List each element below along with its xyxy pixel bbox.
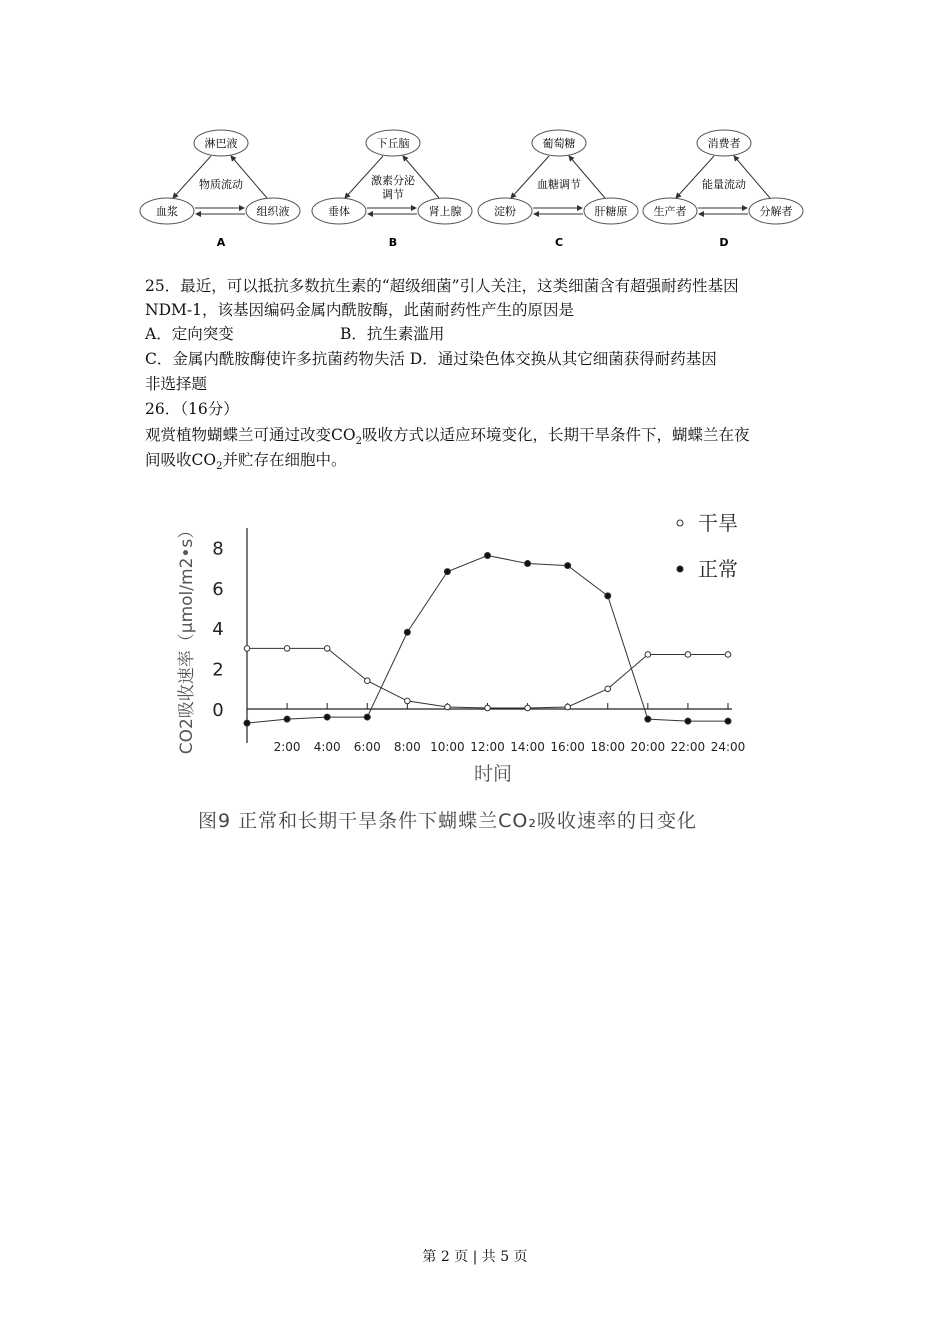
data-point [364,678,370,684]
x-tick-label: 14:00 [510,740,545,754]
x-tick-label: 4:00 [313,740,341,754]
data-point [444,569,450,575]
diagram-center-label: 激素分泌 [371,174,415,187]
data-point [725,652,731,658]
diagram-letter: C [554,236,564,249]
series-line-drought [247,648,728,708]
y-tick-label: 2 [212,659,224,681]
data-point [324,646,330,652]
section-heading: 非选择题 [145,375,208,393]
data-point [685,652,691,658]
four-cycle-diagrams [135,120,815,260]
data-point [244,720,250,726]
y-tick-label: 8 [212,538,224,560]
x-tick-label: 16:00 [550,740,585,754]
x-tick-label: 10:00 [430,740,465,754]
diagram-letter: B [388,236,398,249]
data-point [605,593,611,599]
node-top-label: 淋巴液 [204,137,238,150]
node-left-label: 淀粉 [494,205,516,218]
data-point [685,718,691,724]
q26-heading: 26．（16分） [145,400,239,418]
node-right-label: 肝糖原 [594,205,628,218]
q25-option-b: B．抗生素滥用 [340,325,445,343]
diagram-C [478,130,638,249]
co2-absorption-chart [170,478,770,828]
q25-option-a: A．定向突变 [145,325,234,343]
q25-option-cd: C．金属内酰胺酶使许多抗菌药物失活 D．通过染色体交换从其它细菌获得耐药基因 [145,350,717,368]
series-line-normal [247,555,728,723]
x-tick-label: 22:00 [670,740,706,754]
page-footer: 第 2 页 | 共 5 页 [422,1249,528,1265]
node-left-label: 血浆 [156,205,178,218]
data-point [565,563,571,569]
x-tick-label: 2:00 [273,740,301,754]
data-point [725,718,731,724]
data-point [605,686,611,692]
data-point [485,705,491,711]
diagram-letter: D [719,236,729,249]
node-right-label: 组织液 [256,205,290,218]
diagram-B [312,130,472,249]
data-point [284,716,290,722]
legend-label: 正常 [698,557,738,581]
data-point [244,646,250,652]
q26-line2: 间吸收$CO_2$并贮存在细胞中。 [145,451,347,473]
q25-line1: 25．最近，可以抵抗多数抗生素的“超级细菌”引人关注，这类细菌含有超强耐药性基因 [145,277,739,295]
x-tick-label: 20:00 [630,740,666,754]
data-point [525,705,531,711]
legend-label: 干旱 [698,511,738,535]
y-axis-label: CO2吸收速率（μmol/m2•s） [177,521,197,755]
data-point [404,629,410,635]
node-right-label: 肾上腺 [428,205,462,218]
diagram-A [140,130,300,249]
legend-marker [677,520,683,526]
q26-line1: 观赏植物蝴蝶兰可通过改变$CO_2$吸收方式以适应环境变化，长期干旱条件下，蝴蝶兰在夜 [145,426,750,448]
legend-marker [677,566,683,572]
diagram-center-label: 物质流动 [199,178,243,191]
diagram-center-label: 血糖调节 [537,178,581,191]
node-right-label: 分解者 [759,205,793,218]
figure-caption: 图9 正常和长期干旱条件下蝴蝶兰CO₂吸收速率的日变化 [198,810,697,832]
node-left-label: 生产者 [653,205,687,218]
y-tick-label: 0 [212,700,224,721]
x-tick-label: 8:00 [393,740,421,754]
data-point [324,714,330,720]
data-point [525,561,531,567]
data-point [645,716,651,722]
data-point [284,646,290,652]
diagram-center-label-2: 调节 [382,188,404,201]
data-point [485,552,491,558]
node-top-label: 葡萄糖 [542,137,576,150]
x-tick-label: 12:00 [470,740,505,754]
data-point [445,704,451,710]
node-top-label: 消费者 [707,137,741,150]
x-tick-label: 6:00 [353,740,381,754]
y-tick-label: 4 [212,619,224,641]
data-point [565,704,571,710]
x-tick-label: 18:00 [590,740,626,754]
x-tick-label: 24:00 [710,740,746,754]
node-top-label: 下丘脑 [376,137,410,150]
diagram-D [643,130,803,249]
data-point [364,714,370,720]
y-tick-label: 6 [212,578,224,600]
node-left-label: 垂体 [328,205,350,218]
data-point [405,698,411,704]
diagram-center-label: 能量流动 [702,178,746,191]
x-axis-label: 时间 [473,763,513,785]
diagram-letter: A [216,236,226,249]
data-point [645,652,651,658]
q25-line2: NDM-1，该基因编码金属内酰胺酶，此菌耐药性产生的原因是 [145,301,574,319]
